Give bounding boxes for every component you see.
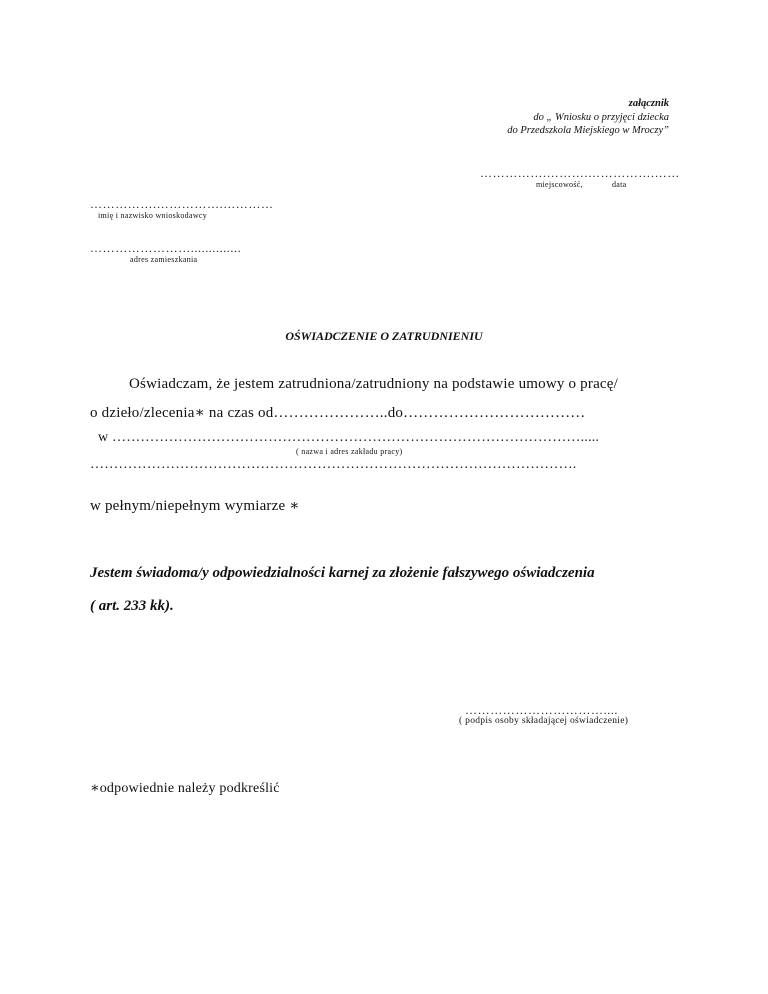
footnote: ∗odpowiednie należy podkreślić [90, 781, 280, 796]
applicant-address-dots: …………………….............. [90, 241, 242, 255]
statement-line-1: Oświadczam, że jestem zatrudniona/zatrudniony na podstawie umowy o pracę/ [129, 376, 619, 392]
applicant-address-caption: adres zamieszkania [130, 255, 198, 264]
document-title: OŚWIADCZENIE O ZATRUDNIENIU [285, 329, 483, 343]
workplace-continuation-line: …………………………………………………………………………………………. [90, 457, 577, 472]
date-caption: data [612, 180, 627, 189]
attachment-line-1: do „ Wniosku o przyjęci dziecka [533, 112, 669, 123]
place-caption: miejscowość, [536, 180, 583, 189]
signature-dots: …………………………….... [465, 703, 618, 717]
applicant-name-caption: imię i nazwisko wnioskodawcy [98, 211, 208, 220]
working-time-line: w pełnym/niepełnym wymiarze ∗ [90, 498, 300, 514]
attachment-line-2: do Przedszkola Miejskiego w Mroczy” [507, 125, 669, 136]
liability-statement-line-2: ( art. 233 kk). [90, 598, 174, 614]
applicant-name-dots: …………….…………….………… [90, 197, 274, 211]
statement-line-2: o dzieło/zlecenia∗ na czas od…………………..do……………………………… [90, 405, 586, 421]
signature-caption: ( podpis osoby składającej oświadczenie) [459, 716, 629, 726]
workplace-caption: ( nazwa i adres zakładu pracy) [296, 447, 403, 456]
workplace-line: w ………………………………………………………………………………………..... [98, 430, 600, 445]
attachment-label: załącznik [628, 98, 669, 109]
place-date-dots: …………….……….…………….…… [480, 166, 680, 180]
liability-statement-line-1: Jestem świadoma/y odpowiedzialności karnej za złożenie fałszywego oświadczenia [90, 565, 595, 581]
